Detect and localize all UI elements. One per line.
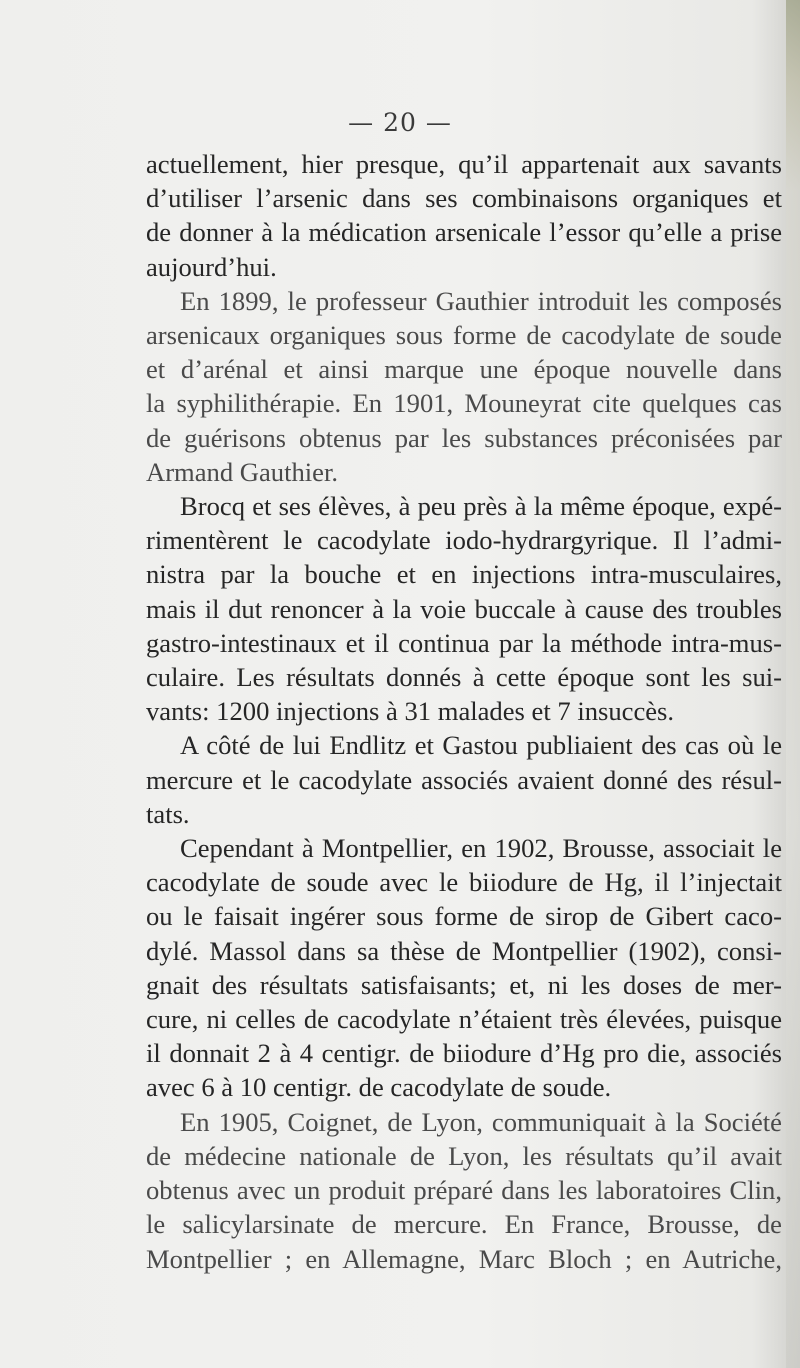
- text-line: avec 6 à 10 centigr. de cacodylate de soude.: [146, 1072, 612, 1103]
- text-line: cure, ni celles de cacodylate n’étaient très élevées, puisque: [146, 1004, 782, 1035]
- text-line: d’utiliser l’arsenic dans ses combinaisons organiques et: [146, 183, 782, 214]
- text-line: nistra par la bouche et en injections intra-musculaires,: [146, 559, 782, 590]
- text-line: Montpellier ; en Allemagne, Marc Bloch ; en Autriche,: [146, 1243, 782, 1274]
- text-line: le salicylarsinate de mercure. En France, Brousse, de: [146, 1209, 782, 1240]
- text-line: Cependant à Montpellier, en 1902, Brousse, associait le: [180, 833, 782, 864]
- text-line: cacodylate de soude avec le biiodure de Hg, il l’injectait: [146, 867, 782, 898]
- paragraph: [146, 489, 782, 728]
- text-line: la syphilithérapie. En 1901, Mouneyrat cite quelques cas: [146, 388, 782, 419]
- text-line: aujourd’hui.: [146, 251, 277, 282]
- paragraph: [146, 284, 782, 489]
- text-line: obtenus avec un produit préparé dans les laboratoires Clin,: [146, 1175, 782, 1206]
- text-line: de donner à la médication arsenicale l’essor qu’elle a prise: [146, 217, 782, 248]
- text-line: mercure et le cacodylate associés avaient donné des résul-: [146, 764, 782, 795]
- text-line: actuellement, hier presque, qu’il appartenait aux savants: [146, 149, 782, 179]
- paragraph: [146, 147, 782, 284]
- text-line: de médecine nationale de Lyon, les résultats qu’il avait: [146, 1140, 782, 1171]
- text-line: En 1905, Coignet, de Lyon, communiquait à la Société: [180, 1106, 782, 1137]
- page-edge-shadow: [786, 0, 800, 1368]
- text-line: et d’arénal et ainsi marque une époque nouvelle dans: [146, 354, 782, 385]
- text-line: En 1899, le professeur Gauthier introduit les composés: [180, 285, 782, 316]
- text-line: vants: 1200 injections à 31 malades et 7 insuccès.: [146, 696, 675, 727]
- text-line: dylé. Massol dans sa thèse de Montpellier (1902), consi-: [146, 935, 782, 966]
- text-line: ou le faisait ingérer sous forme de sirop de Gibert caco-: [146, 901, 782, 932]
- paragraph: [146, 728, 782, 831]
- text-line: culaire. Les résultats donnés à cette époque sont les sui-: [146, 662, 782, 693]
- paragraph: [146, 831, 782, 1105]
- text-line: il donnait 2 à 4 centigr. de biiodure d’Hg pro die, associés: [146, 1038, 782, 1069]
- page-number: — 20 —: [348, 108, 452, 137]
- text-line: gastro-intestinaux et il continua par la méthode intra-mus-: [146, 627, 782, 658]
- text-line: A côté de lui Endlitz et Gastou publiaient des cas où le: [180, 730, 782, 761]
- text-line: mais il dut renoncer à la voie buccale à cause des troubles: [146, 593, 782, 624]
- text-line: arsenicaux organiques sous forme de cacodylate de soude: [146, 320, 782, 351]
- text-line: tats.: [146, 798, 190, 829]
- text-line: gnait des résultats satisfaisants; et, ni les doses de mer-: [146, 969, 782, 1000]
- paragraph: [146, 1105, 782, 1276]
- text-line: de guérisons obtenus par les substances préconisées par: [146, 422, 782, 453]
- body-text: [146, 147, 782, 1276]
- text-line: Armand Gauthier.: [146, 456, 339, 487]
- text-line: rimentèrent le cacodylate iodo-hydrargyrique. Il l’admi-: [146, 525, 782, 556]
- text-line: Brocq et ses élèves, à peu près à la même époque, expé-: [180, 491, 782, 522]
